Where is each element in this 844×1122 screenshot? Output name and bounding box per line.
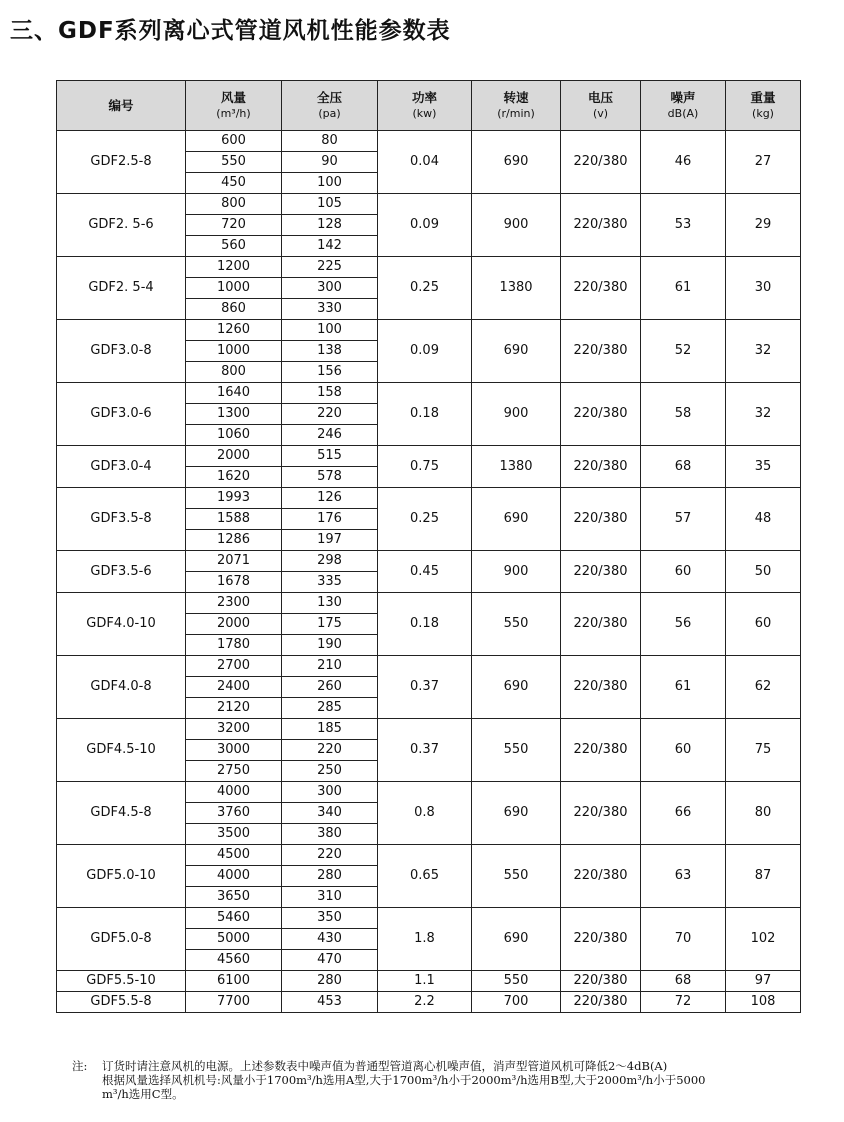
pressure-cell: 210 bbox=[282, 656, 378, 677]
table-row bbox=[57, 971, 801, 992]
power-cell: 0.37 bbox=[378, 656, 472, 719]
flow-cell: 550 bbox=[186, 152, 282, 173]
header-speed: 转速 (r/min) bbox=[472, 81, 561, 131]
model-cell: GDF3.5-6 bbox=[57, 551, 186, 593]
weight-cell: 32 bbox=[726, 320, 801, 383]
flow-cell: 2400 bbox=[186, 677, 282, 698]
weight-cell: 87 bbox=[726, 845, 801, 908]
power-cell: 2.2 bbox=[378, 992, 472, 1013]
model-cell: GDF5.0-8 bbox=[57, 908, 186, 971]
pressure-cell: 175 bbox=[282, 614, 378, 635]
power-cell: 0.8 bbox=[378, 782, 472, 845]
model-cell: GDF4.0-10 bbox=[57, 593, 186, 656]
model-cell: GDF4.0-8 bbox=[57, 656, 186, 719]
power-cell: 0.25 bbox=[378, 257, 472, 320]
weight-cell: 48 bbox=[726, 488, 801, 551]
pressure-cell: 380 bbox=[282, 824, 378, 845]
noise-cell: 60 bbox=[641, 719, 726, 782]
power-cell: 0.45 bbox=[378, 551, 472, 593]
flow-cell: 5460 bbox=[186, 908, 282, 929]
table-row bbox=[57, 593, 801, 614]
noise-cell: 58 bbox=[641, 383, 726, 446]
flow-cell: 1620 bbox=[186, 467, 282, 488]
pressure-cell: 260 bbox=[282, 677, 378, 698]
flow-cell: 450 bbox=[186, 173, 282, 194]
noise-cell: 63 bbox=[641, 845, 726, 908]
page-title: 三、GDF系列离心式管道风机性能参数表 bbox=[10, 18, 451, 44]
performance-table bbox=[56, 80, 801, 1013]
model-cell: GDF3.0-6 bbox=[57, 383, 186, 446]
header-pressure: 全压 (pa) bbox=[282, 81, 378, 131]
pressure-cell: 350 bbox=[282, 908, 378, 929]
noise-cell: 61 bbox=[641, 656, 726, 719]
pressure-cell: 330 bbox=[282, 299, 378, 320]
voltage-cell: 220/380 bbox=[561, 971, 641, 992]
table-row bbox=[57, 908, 801, 929]
noise-cell: 68 bbox=[641, 971, 726, 992]
pressure-cell: 105 bbox=[282, 194, 378, 215]
flow-cell: 1000 bbox=[186, 278, 282, 299]
model-cell: GDF3.5-8 bbox=[57, 488, 186, 551]
pressure-cell: 142 bbox=[282, 236, 378, 257]
voltage-cell: 220/380 bbox=[561, 488, 641, 551]
pressure-cell: 430 bbox=[282, 929, 378, 950]
weight-cell: 29 bbox=[726, 194, 801, 257]
flow-cell: 5000 bbox=[186, 929, 282, 950]
model-cell: GDF4.5-10 bbox=[57, 719, 186, 782]
flow-cell: 800 bbox=[186, 362, 282, 383]
flow-cell: 3000 bbox=[186, 740, 282, 761]
power-cell: 0.09 bbox=[378, 194, 472, 257]
pressure-cell: 80 bbox=[282, 131, 378, 152]
flow-cell: 4000 bbox=[186, 782, 282, 803]
header-voltage: 电压 (v) bbox=[561, 81, 641, 131]
weight-cell: 102 bbox=[726, 908, 801, 971]
header-model: 编号 bbox=[57, 81, 186, 131]
flow-cell: 3760 bbox=[186, 803, 282, 824]
table-row bbox=[57, 194, 801, 215]
flow-cell: 3500 bbox=[186, 824, 282, 845]
pressure-cell: 225 bbox=[282, 257, 378, 278]
pressure-cell: 220 bbox=[282, 845, 378, 866]
model-cell: GDF2. 5-4 bbox=[57, 257, 186, 320]
speed-cell: 550 bbox=[472, 845, 561, 908]
weight-cell: 27 bbox=[726, 131, 801, 194]
pressure-cell: 285 bbox=[282, 698, 378, 719]
speed-cell: 690 bbox=[472, 782, 561, 845]
flow-cell: 1000 bbox=[186, 341, 282, 362]
footnote bbox=[72, 1059, 832, 1101]
voltage-cell: 220/380 bbox=[561, 551, 641, 593]
flow-cell: 560 bbox=[186, 236, 282, 257]
voltage-cell: 220/380 bbox=[561, 194, 641, 257]
flow-cell: 2120 bbox=[186, 698, 282, 719]
model-cell: GDF3.0-8 bbox=[57, 320, 186, 383]
noise-cell: 60 bbox=[641, 551, 726, 593]
flow-cell: 1678 bbox=[186, 572, 282, 593]
flow-cell: 2000 bbox=[186, 614, 282, 635]
flow-cell: 1300 bbox=[186, 404, 282, 425]
pressure-cell: 220 bbox=[282, 740, 378, 761]
model-cell: GDF2. 5-6 bbox=[57, 194, 186, 257]
power-cell: 0.04 bbox=[378, 131, 472, 194]
pressure-cell: 130 bbox=[282, 593, 378, 614]
voltage-cell: 220/380 bbox=[561, 446, 641, 488]
model-cell: GDF2.5-8 bbox=[57, 131, 186, 194]
voltage-cell: 220/380 bbox=[561, 131, 641, 194]
power-cell: 1.8 bbox=[378, 908, 472, 971]
weight-cell: 62 bbox=[726, 656, 801, 719]
voltage-cell: 220/380 bbox=[561, 383, 641, 446]
speed-cell: 1380 bbox=[472, 257, 561, 320]
table-row bbox=[57, 131, 801, 152]
noise-cell: 52 bbox=[641, 320, 726, 383]
noise-cell: 46 bbox=[641, 131, 726, 194]
flow-cell: 4000 bbox=[186, 866, 282, 887]
weight-cell: 35 bbox=[726, 446, 801, 488]
speed-cell: 690 bbox=[472, 908, 561, 971]
pressure-cell: 250 bbox=[282, 761, 378, 782]
pressure-cell: 470 bbox=[282, 950, 378, 971]
model-cell: GDF5.5-10 bbox=[57, 971, 186, 992]
pressure-cell: 300 bbox=[282, 782, 378, 803]
table-row bbox=[57, 845, 801, 866]
pressure-cell: 220 bbox=[282, 404, 378, 425]
pressure-cell: 280 bbox=[282, 971, 378, 992]
weight-cell: 80 bbox=[726, 782, 801, 845]
speed-cell: 900 bbox=[472, 194, 561, 257]
pressure-cell: 335 bbox=[282, 572, 378, 593]
noise-cell: 53 bbox=[641, 194, 726, 257]
pressure-cell: 176 bbox=[282, 509, 378, 530]
table-row bbox=[57, 257, 801, 278]
table-row bbox=[57, 488, 801, 509]
pressure-cell: 90 bbox=[282, 152, 378, 173]
noise-cell: 57 bbox=[641, 488, 726, 551]
flow-cell: 3650 bbox=[186, 887, 282, 908]
flow-cell: 2300 bbox=[186, 593, 282, 614]
model-cell: GDF4.5-8 bbox=[57, 782, 186, 845]
speed-cell: 550 bbox=[472, 593, 561, 656]
weight-cell: 50 bbox=[726, 551, 801, 593]
pressure-cell: 300 bbox=[282, 278, 378, 299]
speed-cell: 690 bbox=[472, 320, 561, 383]
speed-cell: 690 bbox=[472, 131, 561, 194]
pressure-cell: 578 bbox=[282, 467, 378, 488]
power-cell: 1.1 bbox=[378, 971, 472, 992]
weight-cell: 60 bbox=[726, 593, 801, 656]
flow-cell: 1200 bbox=[186, 257, 282, 278]
model-cell: GDF5.5-8 bbox=[57, 992, 186, 1013]
header-weight: 重量 (kg) bbox=[726, 81, 801, 131]
pressure-cell: 138 bbox=[282, 341, 378, 362]
weight-cell: 30 bbox=[726, 257, 801, 320]
pressure-cell: 246 bbox=[282, 425, 378, 446]
pressure-cell: 515 bbox=[282, 446, 378, 467]
pressure-cell: 190 bbox=[282, 635, 378, 656]
voltage-cell: 220/380 bbox=[561, 845, 641, 908]
table-row bbox=[57, 551, 801, 572]
header-power: 功率 (kw) bbox=[378, 81, 472, 131]
table-body bbox=[57, 131, 801, 1013]
weight-cell: 97 bbox=[726, 971, 801, 992]
weight-cell: 32 bbox=[726, 383, 801, 446]
flow-cell: 1286 bbox=[186, 530, 282, 551]
speed-cell: 900 bbox=[472, 551, 561, 593]
flow-cell: 1780 bbox=[186, 635, 282, 656]
speed-cell: 690 bbox=[472, 488, 561, 551]
footnote-line: 订货时请注意风机的电源。上述参数表中噪声值为普通型管道离心机噪声值，消声型管道风机可降低2～4dB(A) bbox=[102, 1059, 668, 1073]
voltage-cell: 220/380 bbox=[561, 719, 641, 782]
flow-cell: 7700 bbox=[186, 992, 282, 1013]
pressure-cell: 156 bbox=[282, 362, 378, 383]
power-cell: 0.18 bbox=[378, 593, 472, 656]
speed-cell: 900 bbox=[472, 383, 561, 446]
pressure-cell: 340 bbox=[282, 803, 378, 824]
table-row bbox=[57, 782, 801, 803]
table-row bbox=[57, 320, 801, 341]
footnote-line: m³/h选用C型。 bbox=[102, 1087, 184, 1101]
voltage-cell: 220/380 bbox=[561, 320, 641, 383]
flow-cell: 860 bbox=[186, 299, 282, 320]
power-cell: 0.65 bbox=[378, 845, 472, 908]
pressure-cell: 100 bbox=[282, 320, 378, 341]
flow-cell: 4560 bbox=[186, 950, 282, 971]
table-row bbox=[57, 446, 801, 467]
power-cell: 0.75 bbox=[378, 446, 472, 488]
noise-cell: 72 bbox=[641, 992, 726, 1013]
flow-cell: 1060 bbox=[186, 425, 282, 446]
footnote-label: 注: bbox=[72, 1059, 88, 1073]
flow-cell: 2750 bbox=[186, 761, 282, 782]
flow-cell: 1640 bbox=[186, 383, 282, 404]
voltage-cell: 220/380 bbox=[561, 908, 641, 971]
flow-cell: 1260 bbox=[186, 320, 282, 341]
power-cell: 0.25 bbox=[378, 488, 472, 551]
flow-cell: 4500 bbox=[186, 845, 282, 866]
speed-cell: 550 bbox=[472, 719, 561, 782]
table-header-row bbox=[57, 81, 801, 131]
noise-cell: 56 bbox=[641, 593, 726, 656]
pressure-cell: 197 bbox=[282, 530, 378, 551]
speed-cell: 690 bbox=[472, 656, 561, 719]
speed-cell: 1380 bbox=[472, 446, 561, 488]
power-cell: 0.37 bbox=[378, 719, 472, 782]
pressure-cell: 453 bbox=[282, 992, 378, 1013]
flow-cell: 3200 bbox=[186, 719, 282, 740]
model-cell: GDF3.0-4 bbox=[57, 446, 186, 488]
table-row bbox=[57, 992, 801, 1013]
flow-cell: 600 bbox=[186, 131, 282, 152]
noise-cell: 68 bbox=[641, 446, 726, 488]
noise-cell: 66 bbox=[641, 782, 726, 845]
flow-cell: 800 bbox=[186, 194, 282, 215]
pressure-cell: 310 bbox=[282, 887, 378, 908]
voltage-cell: 220/380 bbox=[561, 782, 641, 845]
pressure-cell: 100 bbox=[282, 173, 378, 194]
flow-cell: 2071 bbox=[186, 551, 282, 572]
speed-cell: 700 bbox=[472, 992, 561, 1013]
voltage-cell: 220/380 bbox=[561, 656, 641, 719]
footnote-line: 根据风量选择风机机号:风量小于1700m³/h选用A型,大于1700m³/h小于2000m³/h选用B型,大于2000m³/h小于5000 bbox=[102, 1073, 706, 1087]
voltage-cell: 220/380 bbox=[561, 257, 641, 320]
flow-cell: 2700 bbox=[186, 656, 282, 677]
pressure-cell: 280 bbox=[282, 866, 378, 887]
weight-cell: 108 bbox=[726, 992, 801, 1013]
voltage-cell: 220/380 bbox=[561, 593, 641, 656]
pressure-cell: 128 bbox=[282, 215, 378, 236]
power-cell: 0.18 bbox=[378, 383, 472, 446]
table-row bbox=[57, 719, 801, 740]
speed-cell: 550 bbox=[472, 971, 561, 992]
model-cell: GDF5.0-10 bbox=[57, 845, 186, 908]
flow-cell: 720 bbox=[186, 215, 282, 236]
noise-cell: 61 bbox=[641, 257, 726, 320]
header-flow: 风量 (m³/h) bbox=[186, 81, 282, 131]
pressure-cell: 158 bbox=[282, 383, 378, 404]
flow-cell: 6100 bbox=[186, 971, 282, 992]
table-row bbox=[57, 656, 801, 677]
weight-cell: 75 bbox=[726, 719, 801, 782]
table-row bbox=[57, 383, 801, 404]
pressure-cell: 298 bbox=[282, 551, 378, 572]
flow-cell: 2000 bbox=[186, 446, 282, 467]
pressure-cell: 126 bbox=[282, 488, 378, 509]
power-cell: 0.09 bbox=[378, 320, 472, 383]
flow-cell: 1588 bbox=[186, 509, 282, 530]
flow-cell: 1993 bbox=[186, 488, 282, 509]
noise-cell: 70 bbox=[641, 908, 726, 971]
header-noise: 噪声 dB(A) bbox=[641, 81, 726, 131]
voltage-cell: 220/380 bbox=[561, 992, 641, 1013]
pressure-cell: 185 bbox=[282, 719, 378, 740]
